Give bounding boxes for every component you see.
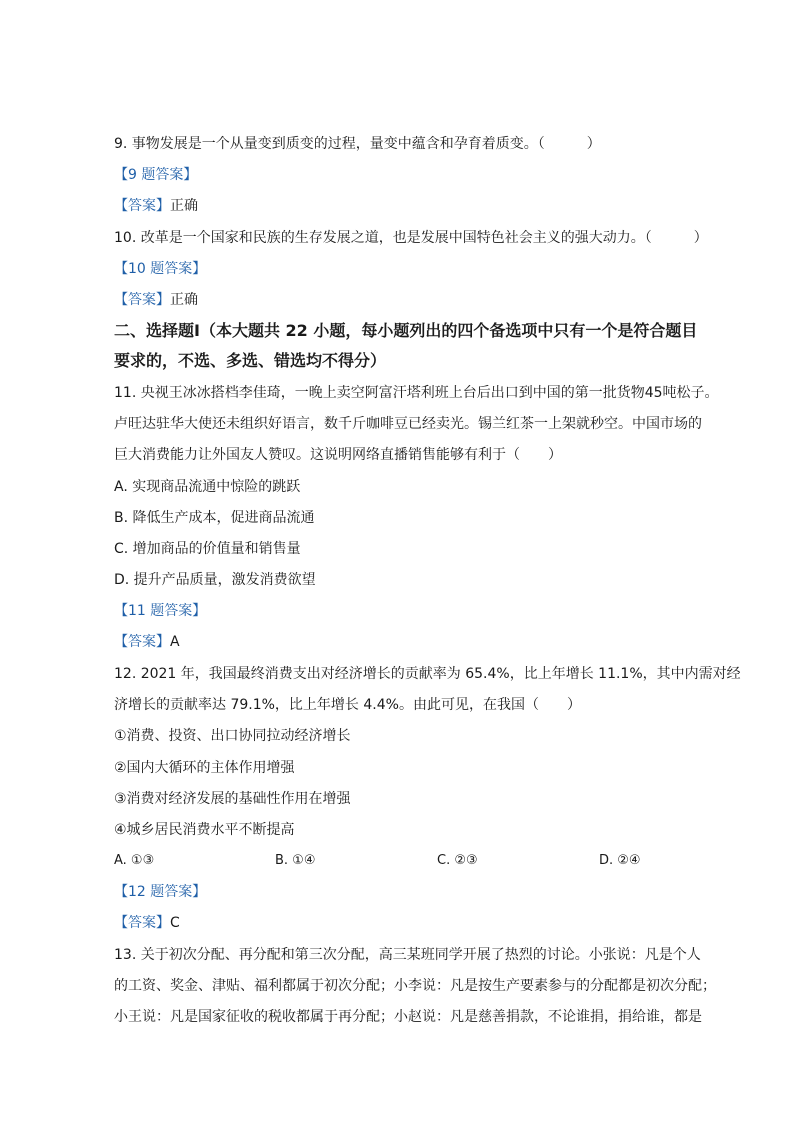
question-11-line2: 卢旺达驻华大使还未组织好语言，数千斤咖啡豆已经卖光。锡兰红茶一上架就秒空。中国市场的 [114, 416, 702, 432]
question-12-line1: 12. 2021 年，我国最终消费支出对经济增长的贡献率为 65.4%，比上年增长 11.1%，其中内需对经 [114, 666, 741, 682]
answer-value: C [170, 915, 180, 931]
question-9: 9. 事物发展是一个从量变到质变的过程，量变中蕴含和孕育着质变。（ ） [114, 136, 601, 152]
option-c: C. 增加商品的价值量和销售量 [114, 541, 301, 557]
question-12-line2: 济增长的贡献率达 79.1%，比上年增长 4.4%。由此可见，在我国（ ） [114, 697, 581, 713]
statement-1: ①消费、投资、出口协同拉动经济增长 [114, 728, 351, 744]
answer-10 [114, 290, 198, 310]
statement-4: ④城乡居民消费水平不断提高 [114, 822, 295, 838]
statement-3: ③消费对经济发展的基础性作用在增强 [114, 791, 351, 807]
answer-label: 【答案】 [114, 292, 170, 308]
question-11-line1: 11. 央视王冰冰搭档李佳琦，一晚上卖空阿富汗塔利班上台后出口到中国的第一批货物45吨松子。 [114, 385, 719, 401]
answer-tag-12: 【12 题答案】 [114, 884, 207, 900]
option-b: B. ①④ [275, 853, 316, 868]
option-a: A. ①③ [114, 853, 155, 868]
answer-tag-11: 【11 题答案】 [114, 603, 207, 619]
option-d: D. 提升产品质量，激发消费欲望 [114, 572, 316, 588]
answer-11 [114, 632, 180, 652]
answer-label: 【答案】 [114, 634, 170, 650]
option-b: B. 降低生产成本，促进商品流通 [114, 510, 315, 526]
answer-tag-10: 【10 题答案】 [114, 261, 207, 277]
answer-label: 【答案】 [114, 198, 170, 214]
answer-value: 正确 [170, 292, 198, 308]
answer-9 [114, 196, 198, 216]
question-13-line3: 小王说：凡是国家征收的税收都属于再分配；小赵说：凡是慈善捐款，不论谁捐，捐给谁，都是 [114, 1009, 702, 1025]
option-c: C. ②③ [437, 853, 478, 868]
answer-label: 【答案】 [114, 915, 170, 931]
question-13-line2: 的工资、奖金、津贴、福利都属于初次分配；小李说：凡是按生产要素参与的分配都是初次分配； [114, 978, 716, 994]
option-d: D. ②④ [599, 853, 641, 868]
answer-value: A [170, 634, 180, 650]
option-a: A. 实现商品流通中惊险的跳跃 [114, 479, 301, 495]
question-10: 10. 改革是一个国家和民族的生存发展之道，也是发展中国特色社会主义的强大动力。（ ） [114, 230, 708, 246]
answer-value: 正确 [170, 198, 198, 214]
statement-2: ②国内大循环的主体作用增强 [114, 760, 295, 776]
question-11-line3: 巨大消费能力让外国友人赞叹。这说明网络直播销售能够有利于（ ） [114, 447, 562, 463]
section-heading-line2: 要求的，不选、多选、错选均不得分） [114, 351, 387, 370]
answer-12 [114, 913, 180, 933]
section-heading-line1: 二、选择题Ⅰ（本大题共 22 小题，每小题列出的四个备选项中只有一个是符合题目 [114, 321, 698, 340]
question-13-line1: 13. 关于初次分配、再分配和第三次分配，高三某班同学开展了热烈的讨论。小张说：凡是个人 [114, 947, 701, 963]
answer-tag-9: 【9 题答案】 [114, 167, 198, 183]
